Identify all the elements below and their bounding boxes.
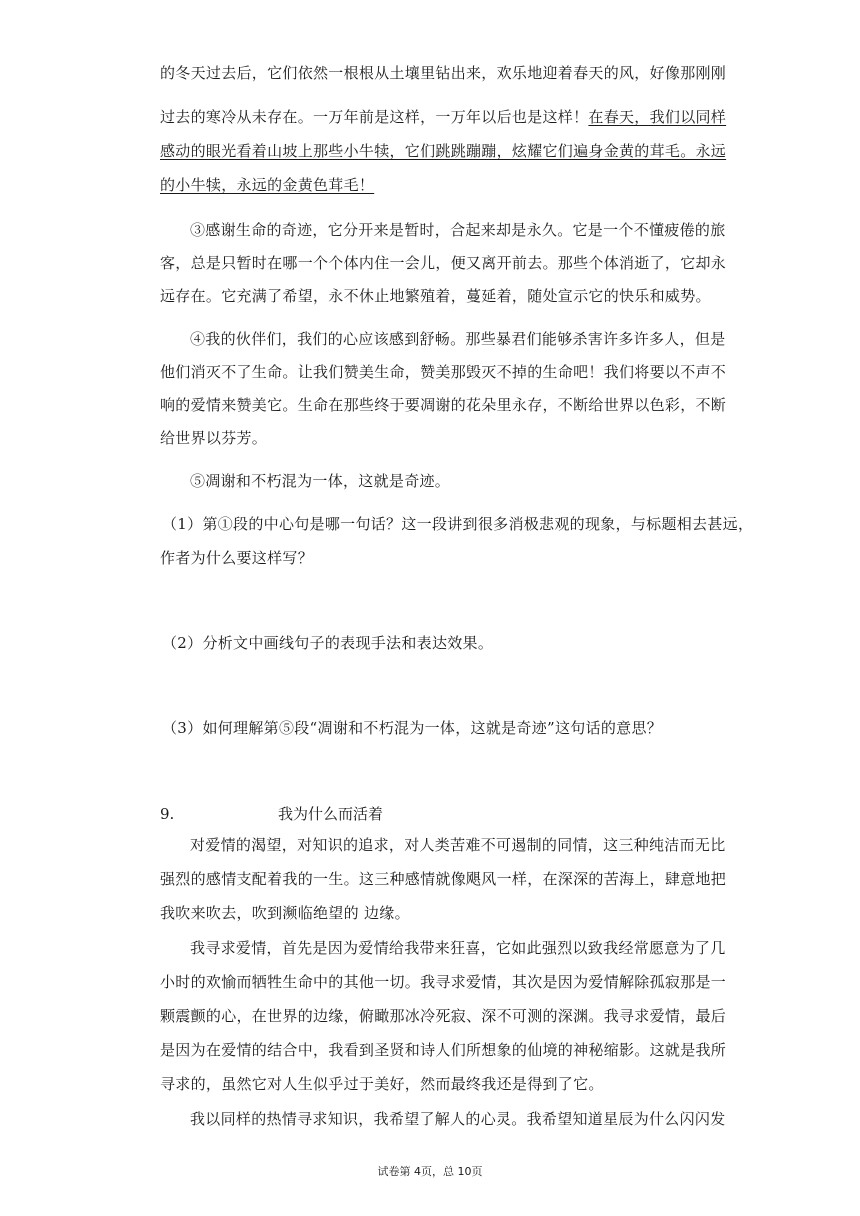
question-number: 9. bbox=[160, 805, 175, 823]
paragraph-line: 远存在。它充满了希望，永不休止地繁殖着，蔓延着，随处宣示它的快乐和威势。 bbox=[160, 287, 711, 305]
underlined-sentence: 感动的眼光看着山坡上那些小牛犊，它们跳跳蹦蹦，炫耀它们遍身金黄的茸毛。永远 bbox=[160, 142, 727, 160]
paragraph-line: ④我的伙伴们，我们的心应该感到舒畅。那些暴君们能够杀害许多许多人，但是 bbox=[190, 330, 726, 348]
question-2: （2）分析文中画线句子的表现手法和表达效果。 bbox=[162, 634, 494, 652]
underlined-sentence: 在春天，我们以同样 bbox=[588, 108, 727, 126]
paragraph-line: 客，总是只暂时在哪一个个体内住一会儿，便又离开前去。那些个体消逝了，它却永 bbox=[160, 254, 727, 272]
paragraph-text: 过去的寒冷从未存在。一万年前是这样，一万年以后也是这样！ bbox=[160, 108, 589, 126]
paragraph-line: 颗震颤的心，在世界的边缘，俯瞰那冰冷死寂、深不可测的深渊。我寻求爱情，最后 bbox=[160, 1007, 727, 1025]
paragraph-line: 我以同样的热情寻求知识，我希望了解人的心灵。我希望知道星辰为什么闪闪发 bbox=[190, 1110, 726, 1128]
paragraph-line: 是因为在爱情的结合中，我看到圣贤和诗人们所想象的仙境的神秘缩影。这就是我所 bbox=[160, 1041, 727, 1059]
paragraph-line: ⑤凋谢和不朽混为一体，这就是奇迹。 bbox=[190, 472, 451, 490]
paragraph-line: 小时的欢愉而牺牲生命中的其他一切。我寻求爱情，其次是因为爱情解除孤寂那是一 bbox=[160, 973, 727, 991]
question-3: （3）如何理解第⑤段“凋谢和不朽混为一体，这就是奇迹”这句话的意思？ bbox=[162, 719, 663, 737]
paragraph-line: ③感谢生命的奇迹，它分开来是暂时，合起来却是永久。它是一个不懂疲倦的旅 bbox=[190, 221, 726, 239]
paragraph-line: 响的爱情来赞美它。生命在那些终于要凋谢的花朵里永存，不断给世界以色彩，不断 bbox=[160, 396, 727, 414]
paragraph-line: 我寻求爱情，首先是因为爱情给我带来狂喜，它如此强烈以致我经常愿意为了几 bbox=[190, 939, 726, 957]
paragraph-line bbox=[160, 107, 726, 127]
paragraph-line: 寻求的，虽然它对人生似乎过于美好，然而最终我还是得到了它。 bbox=[160, 1075, 604, 1093]
underlined-sentence: 的小牛犊，永远的金黄色茸毛！ bbox=[160, 176, 375, 194]
paragraph-line: 他们消灭不了生命。让我们赞美生命，赞美那毁灭不掉的生命吧！我们将要以不声不 bbox=[160, 363, 727, 381]
paragraph-line: 的冬天过去后，它们依然一根根从土壤里钻出来，欢乐地迎着春天的风，好像那刚刚 bbox=[160, 64, 727, 82]
paragraph-line: 强烈的感情支配着我的一生。这三种感情就像飓风一样，在深深的苦海上，肆意地把 bbox=[160, 870, 727, 888]
paragraph-line: 给世界以芬芳。 bbox=[160, 429, 268, 447]
page-footer: 试卷第 4页，总 10页 bbox=[377, 1165, 483, 1178]
paragraph-line: 对爱情的渴望，对知识的追求，对人类苦难不可遏制的同情，这三种纯洁而无比 bbox=[190, 836, 726, 854]
passage-title: 我为什么而活着 bbox=[278, 805, 384, 823]
paragraph-line: 我吹来吹去，吹到濒临绝望的 边缘。 bbox=[160, 904, 410, 922]
question-1: 作者为什么要这样写？ bbox=[160, 549, 314, 567]
question-1: （1）第①段的中心句是哪一句话？这一段讲到很多消极悲观的现象，与标题相去甚远， bbox=[162, 515, 754, 533]
